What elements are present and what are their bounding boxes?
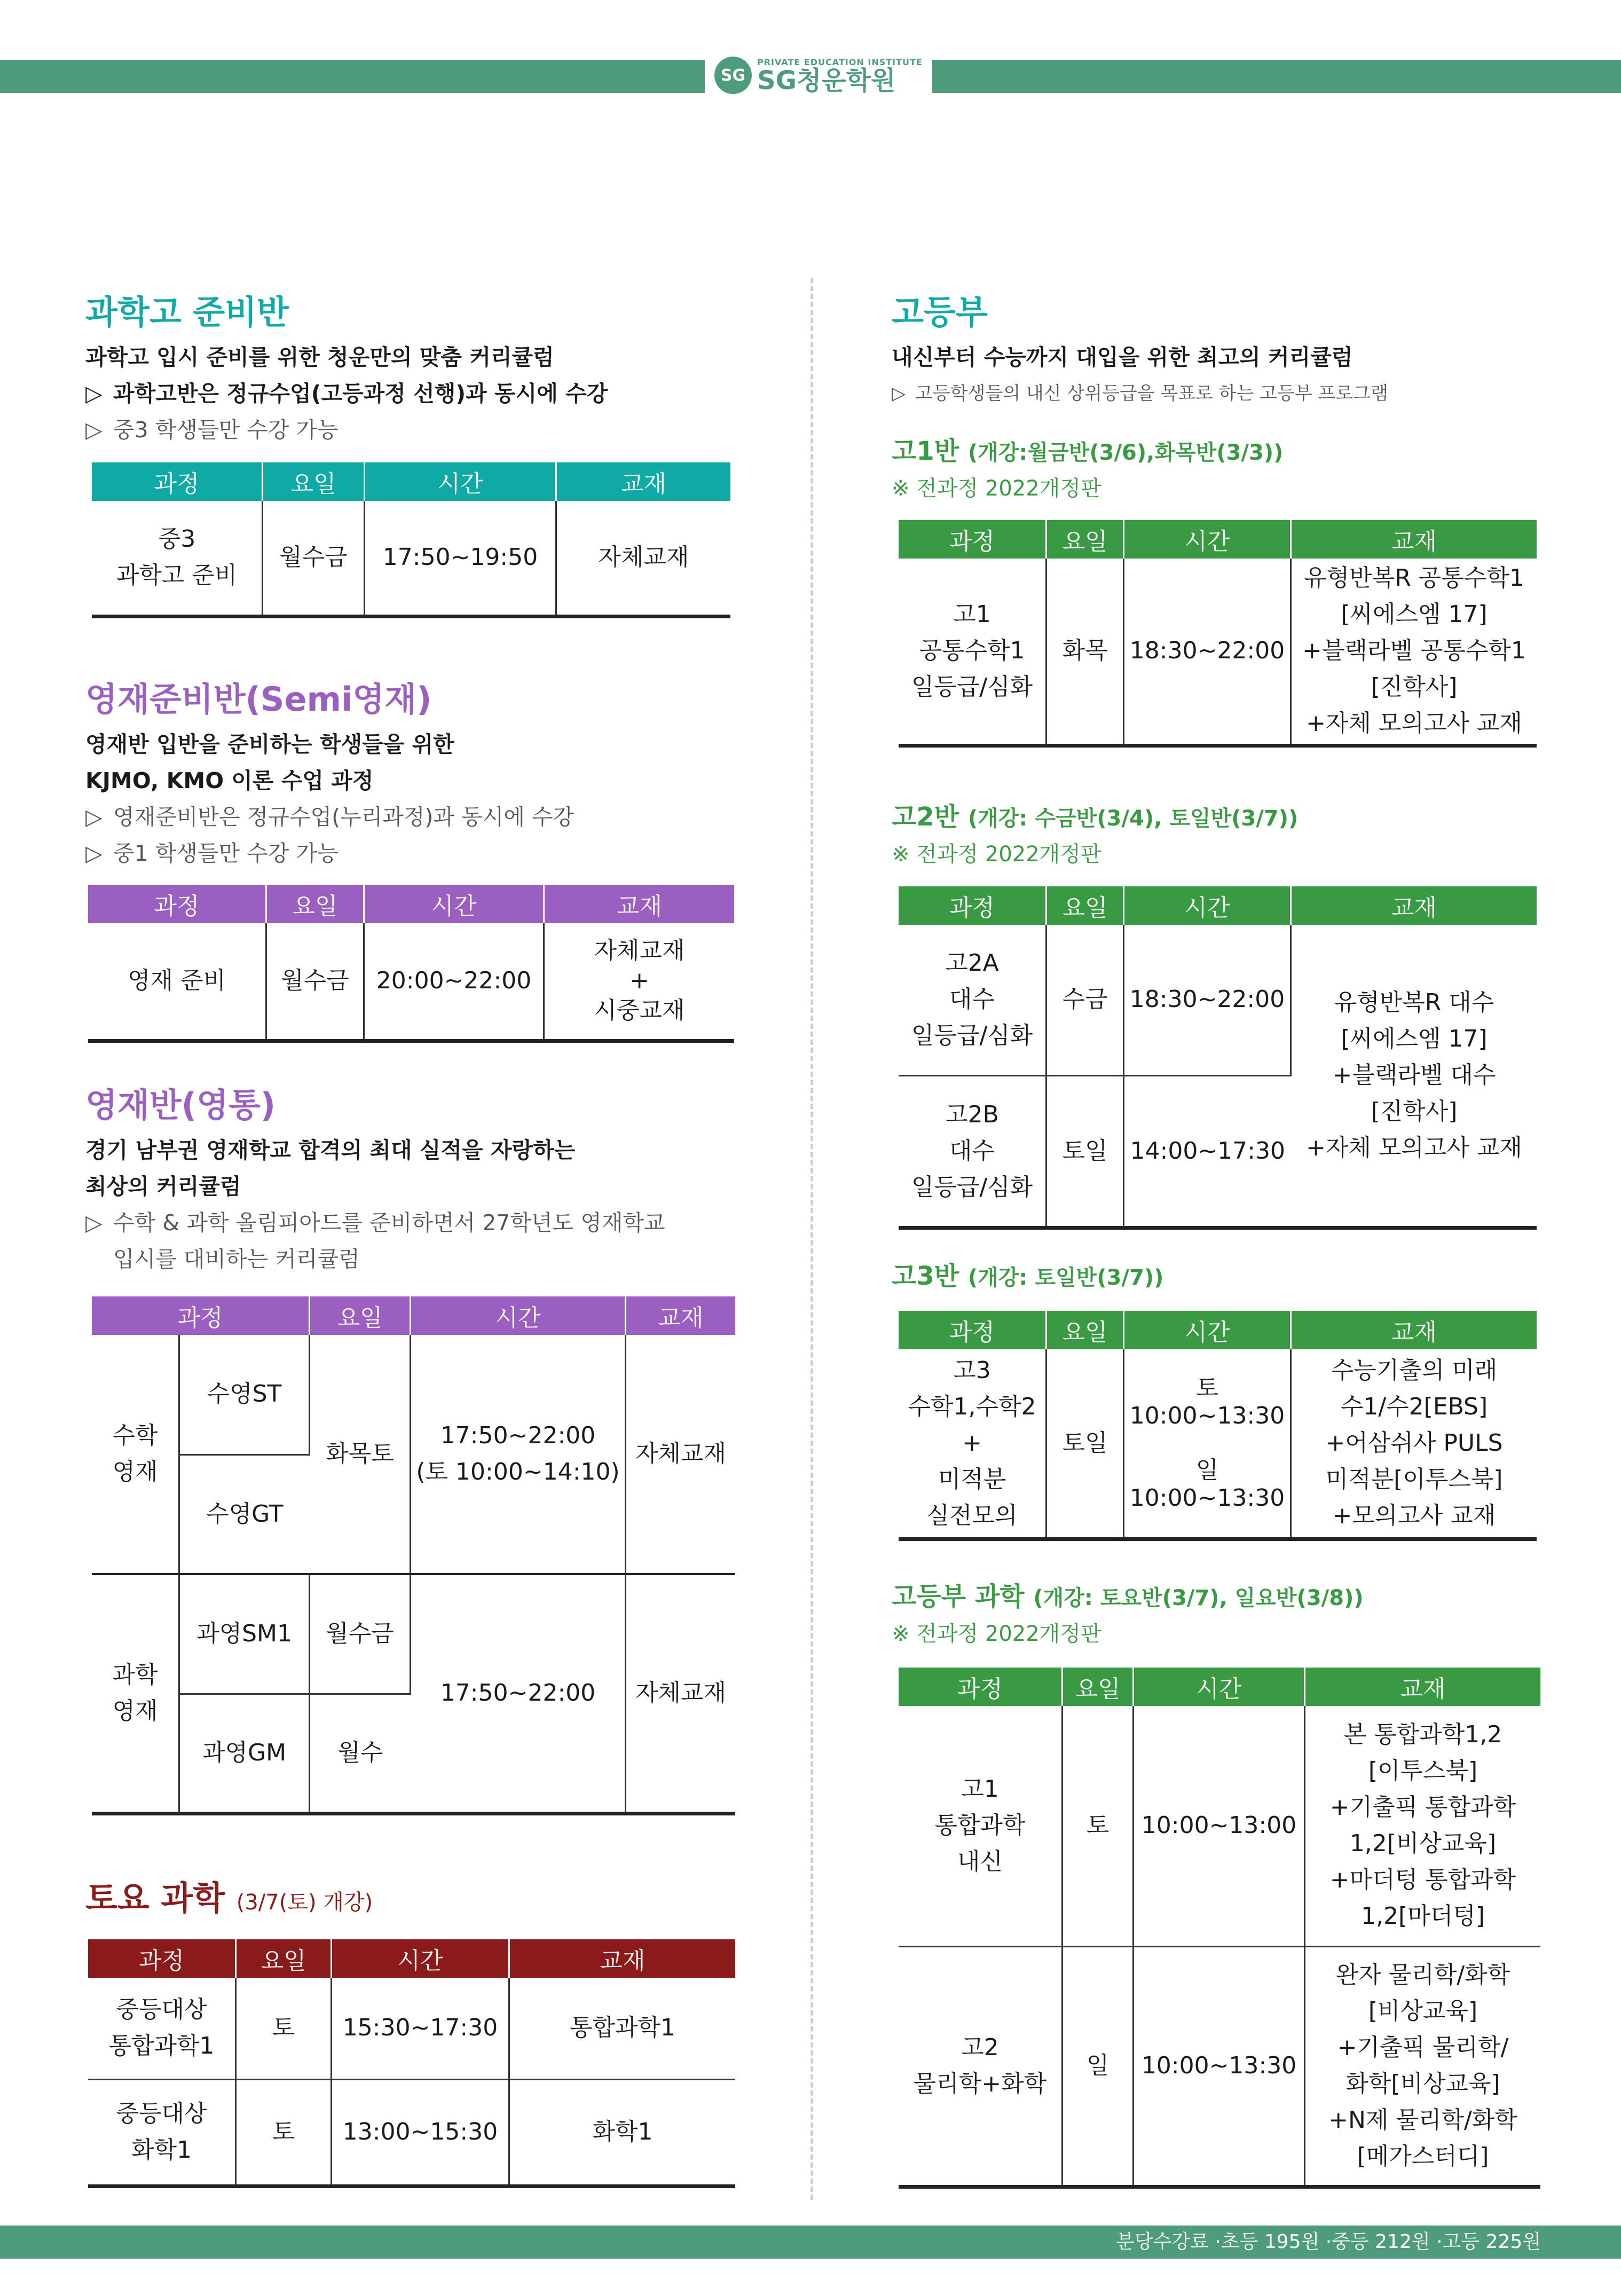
bottom-banner — [0, 2226, 1621, 2259]
g1-title: 고1반 — [892, 436, 959, 466]
table-row: 고2 물리학+화학 일 10:00~13:30 완자 물리학/화학 [비상교육] +기출픽 물리학/ 화학[비상교육] +N제 물리학/화학 [메가스터디] — [899, 1946, 1540, 2187]
table-header: 시간 — [364, 885, 544, 923]
gifted-title: 영재반(영통) — [85, 1086, 276, 1125]
semi-gifted-bullet-2: 중1 학생들만 수강 가능 — [113, 840, 339, 866]
table-header: 교재 — [544, 885, 735, 923]
table-header: 과정 — [88, 1939, 236, 1978]
table-header: 시간 — [1134, 1668, 1305, 1706]
fee-info: 분당수강료 ·초등 195원 ·중등 212원 ·고등 225원 — [1116, 2231, 1541, 2253]
table-row: 영재 준비 월수금 20:00~22:00 자체교재 + 시중교재 — [88, 923, 734, 1041]
table-header: 시간 — [1124, 1311, 1291, 1349]
g1-section — [892, 433, 1586, 506]
gifted-desc-2: 최상의 커리큘럼 — [85, 1174, 241, 1199]
table-row: 중3 과학고 준비 월수금 17:50~19:50 자체교재 — [92, 501, 730, 616]
table-row: 고2B 대수 일등급/심화 토일 14:00~17:30 — [899, 1075, 1537, 1228]
triangle-bullet-icon: ▷ — [85, 804, 103, 830]
semi-gifted-desc-1: 영재반 입반을 준비하는 학생들을 위한 — [85, 732, 454, 757]
table-header: 교재 — [626, 1296, 735, 1335]
high-school-title: 고등부 — [892, 293, 988, 332]
science-high-title: 과학고 준비반 — [85, 293, 289, 332]
triangle-bullet-icon: ▷ — [85, 840, 103, 866]
g3-table — [899, 1311, 1537, 1541]
table-row: 고1 공통수학1 일등급/심화 화목 18:30~22:00 유형반복R 공통수학1 [씨에스엠 17] +블랙라벨 공통수학1 [진학사] +자체 모의고사 교재 — [899, 559, 1537, 745]
table-header: 시간 — [411, 1296, 626, 1335]
table-header: 시간 — [1124, 520, 1291, 559]
table-header: 요일 — [1046, 1311, 1124, 1349]
semi-gifted-table — [88, 885, 734, 1043]
triangle-bullet-icon: ▷ — [85, 417, 103, 443]
table-header: 요일 — [263, 462, 365, 501]
hs-science-title: 고등부 과학 — [892, 1582, 1025, 1611]
table-header: 시간 — [332, 1939, 509, 1978]
table-header: 과정 — [899, 1311, 1046, 1349]
table-row: 과영GM 월수 — [92, 1694, 735, 1813]
table-header: 요일 — [1063, 1668, 1134, 1706]
high-school-bullet: 고등학생들의 내신 상위등급을 목표로 하는 고등부 프로그램 — [915, 383, 1388, 404]
table-row: 과학 영재 과영SM1 월수금 17:50~22:00 자체교재 — [92, 1574, 735, 1694]
hs-science-subtitle: (개강: 토요반(3/7), 일요반(3/8)) — [1033, 1586, 1364, 1610]
table-header: 과정 — [899, 1668, 1063, 1706]
gifted-table — [92, 1296, 735, 1815]
table-header: 시간 — [1124, 886, 1291, 925]
semi-gifted-desc-2: KJMO, KMO 이론 수업 과정 — [85, 768, 374, 793]
table-row: 고3 수학1,수학2 + 미적분 실전모의 토일 토 10:00~13:30 일 10:00~13:30 수능기출의 미래 수1/수2[EBS] +어삼쉬사 PULS 미적분[이투스북] +모의고사 교재 — [899, 1349, 1537, 1539]
science-high-desc: 과학고 입시 준비를 위한 청운만의 맞춤 커리큘럼 — [85, 344, 554, 370]
logo-emblem-icon: SG — [714, 57, 752, 94]
science-high-table — [92, 462, 730, 618]
table-header: 교재 — [556, 462, 731, 501]
table-row: 고2A 대수 일등급/심화 수금 18:30~22:00 유형반복R 대수 [씨에스엠 17] +블랙라벨 대수 [진학사] +자체 모의고사 교재 — [899, 925, 1537, 1075]
table-header: 시간 — [365, 462, 556, 501]
semi-gifted-bullet-1: 영재준비반은 정규수업(누리과정)과 동시에 수강 — [113, 804, 575, 830]
logo-name: SG청운학원 — [757, 65, 896, 96]
g2-subtitle: (개강: 수금반(3/4), 토일반(3/7)) — [967, 806, 1299, 831]
saturday-science-title: 토요 과학 — [85, 1878, 225, 1917]
table-row: 수영GT — [92, 1454, 735, 1574]
g1-table — [899, 520, 1537, 748]
table-header: 요일 — [266, 885, 364, 923]
gifted-section — [85, 1084, 780, 1277]
academy-logo[interactable] — [705, 52, 932, 98]
high-school-section — [892, 291, 1559, 412]
table-header: 과정 — [899, 520, 1046, 559]
triangle-bullet-icon: ▷ — [85, 1210, 103, 1236]
table-row: 수학 영재 수영ST 화목토 17:50~22:00 (토 10:00~14:10) 자체교재 — [92, 1335, 735, 1454]
semi-gifted-section — [85, 678, 753, 871]
table-row: 중등대상 통합과학1 토 15:30~17:30 통합과학1 — [88, 1978, 735, 2079]
g2-table — [899, 886, 1537, 1230]
hs-science-note: ※ 전과정 2022개정판 — [892, 1622, 1101, 1646]
g3-title: 고3반 — [892, 1261, 959, 1291]
table-header: 과정 — [92, 1296, 310, 1335]
table-header: 요일 — [236, 1939, 332, 1978]
table-header: 과정 — [92, 462, 263, 501]
table-row: 고1 통합과학 내신 토 10:00~13:00 본 통합과학1,2 [이투스북] +기출픽 통합과학 1,2[비상교육] +마더텅 통합과학 1,2[마더텅] — [899, 1706, 1540, 1946]
gifted-bullet-1-cont: 입시를 대비하는 커리큘럼 — [113, 1246, 360, 1272]
logo-subtitle: PRIVATE EDUCATION INSTITUTE — [757, 57, 923, 67]
g2-note: ※ 전과정 2022개정판 — [892, 842, 1101, 867]
table-row: 중등대상 화학1 토 13:00~15:30 화학1 — [88, 2079, 735, 2186]
table-header: 교재 — [1305, 1668, 1541, 1706]
saturday-science-section — [85, 1877, 753, 1924]
table-header: 교재 — [509, 1939, 736, 1978]
gifted-desc-1: 경기 남부권 영재학교 합격의 최대 실적을 자랑하는 — [85, 1137, 576, 1163]
table-header: 요일 — [310, 1296, 411, 1335]
table-header: 교재 — [1291, 520, 1537, 559]
g3-subtitle: (개강: 토일반(3/7)) — [967, 1265, 1164, 1290]
gifted-bullet-1: 수학 & 과학 올림피아드를 준비하면서 27학년도 영재학교 — [113, 1210, 665, 1236]
table-header: 교재 — [1291, 1311, 1537, 1349]
table-header: 교재 — [1291, 886, 1537, 925]
g2-title: 고2반 — [892, 802, 959, 832]
table-header: 과정 — [899, 886, 1046, 925]
saturday-science-subtitle: (3/7(토) 개강) — [236, 1890, 373, 1915]
science-high-bullet-2: 중3 학생들만 수강 가능 — [113, 417, 339, 443]
g3-section — [892, 1257, 1586, 1296]
table-header: 요일 — [1046, 520, 1124, 559]
column-divider — [810, 278, 813, 2200]
saturday-science-table — [88, 1939, 735, 2188]
hs-science-table — [899, 1668, 1540, 2189]
science-high-bullet-1: 과학고반은 정규수업(고등과정 선행)과 동시에 수강 — [113, 381, 608, 406]
high-school-desc: 내신부터 수능까지 대입을 위한 최고의 커리큘럼 — [892, 344, 1353, 370]
g2-section — [892, 798, 1586, 871]
table-header: 요일 — [1046, 886, 1124, 925]
triangle-bullet-icon: ▷ — [85, 381, 103, 406]
science-high-section — [85, 291, 753, 448]
g1-subtitle: (개강:월금반(3/6),화목반(3/3)) — [967, 441, 1284, 465]
table-header: 과정 — [88, 885, 266, 923]
triangle-bullet-icon: ▷ — [892, 383, 906, 404]
hs-science-section — [892, 1578, 1586, 1651]
semi-gifted-title: 영재준비반(Semi영재) — [85, 680, 432, 719]
g1-note: ※ 전과정 2022개정판 — [892, 476, 1101, 501]
